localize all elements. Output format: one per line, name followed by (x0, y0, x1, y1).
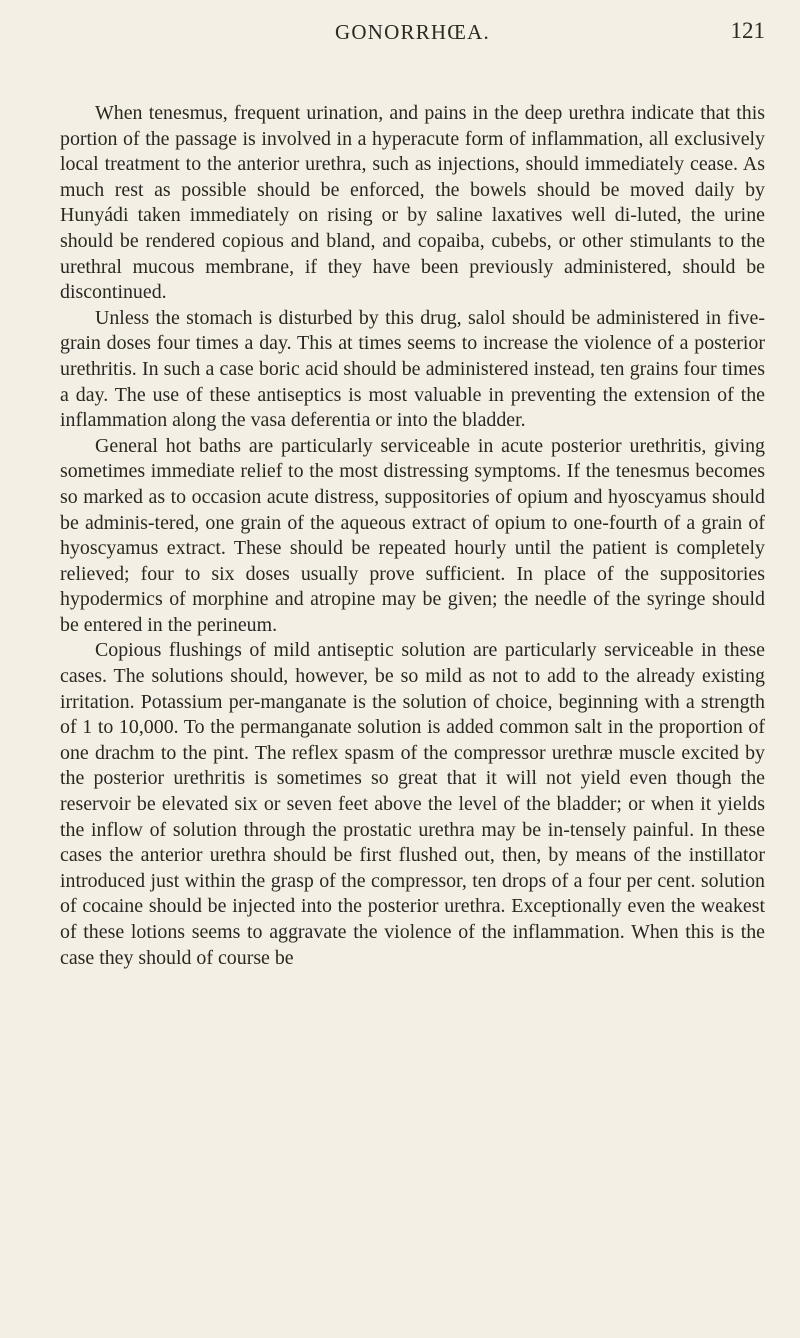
body-text (60, 101, 765, 971)
running-title: GONORRHŒA. (335, 20, 490, 44)
paragraph-salol: Unless the stomach is disturbed by this drug, salol should be administered in five-grain doses four times a day. This at times seems to increase the violence of a posterior urethritis. In such a case boric acid should be administered instead, ten grains four times a day. The use of these antiseptics is most valuable in preventing the extension of the inflammation along the vasa deferentia or into the bladder. (60, 306, 765, 432)
page-number: 121 (730, 18, 765, 43)
book-page (60, 0, 765, 1338)
paragraph-flushings: Copious flushings of mild antiseptic solution are particularly serviceable in these cases. The solutions should, however, be so mild as not to add to the already existing irritation. Potassium per-manganate is the solution of choice, beginning with a strength of 1 to 10,000. To the permanganate solution is added common salt in the proportion of one drachm to the pint. The reflex spasm of the compressor urethræ muscle excited by the posterior urethritis is sometimes so great that it will not yield even though the reservoir be elevated six or seven feet above the level of the bladder; or when it yields the inflow of solution through the prostatic urethra may be in-tensely painful. In these cases the anterior urethra should be first flushed out, then, by means of the instillator introduced just within the grasp of the compressor, ten drops of a four per cent. solution of cocaine should be injected into the posterior urethra. Exceptionally even the weakest of these lotions seems to aggravate the violence of the inflammation. When this is the case they should of course be (60, 639, 765, 969)
running-head (60, 0, 765, 54)
paragraph-tenesmus: When tenesmus, frequent urination, and pains in the deep urethra indicate that this portion of the passage is involved in a hyperacute form of inflammation, all exclusively local treatment to the anterior urethra, such as injections, should immediately cease. As much rest as possible should be enforced, the bowels should be moved daily by Hunyádi taken immediately on rising or by saline laxatives well di-luted, the urine should be rendered copious and bland, and copaiba, cubebs, or other stimulants to the urethral mucous membrane, if they have been previously administered, should be discontinued. (60, 102, 765, 304)
paragraph-hot-baths: General hot baths are particularly serviceable in acute posterior urethritis, giving sometimes immediate relief to the most distressing symptoms. If the tenesmus becomes so marked as to occasion acute distress, suppositories of opium and hyoscyamus should be adminis-tered, one grain of the aqueous extract of opium to one-fourth of a grain of hyoscyamus extract. These should be repeated hourly until the patient is completely relieved; four to six doses usually prove sufficient. In place of the suppositories hypodermics of morphine and atropine may be given; the needle of the syringe should be entered in the perineum. (60, 434, 765, 636)
